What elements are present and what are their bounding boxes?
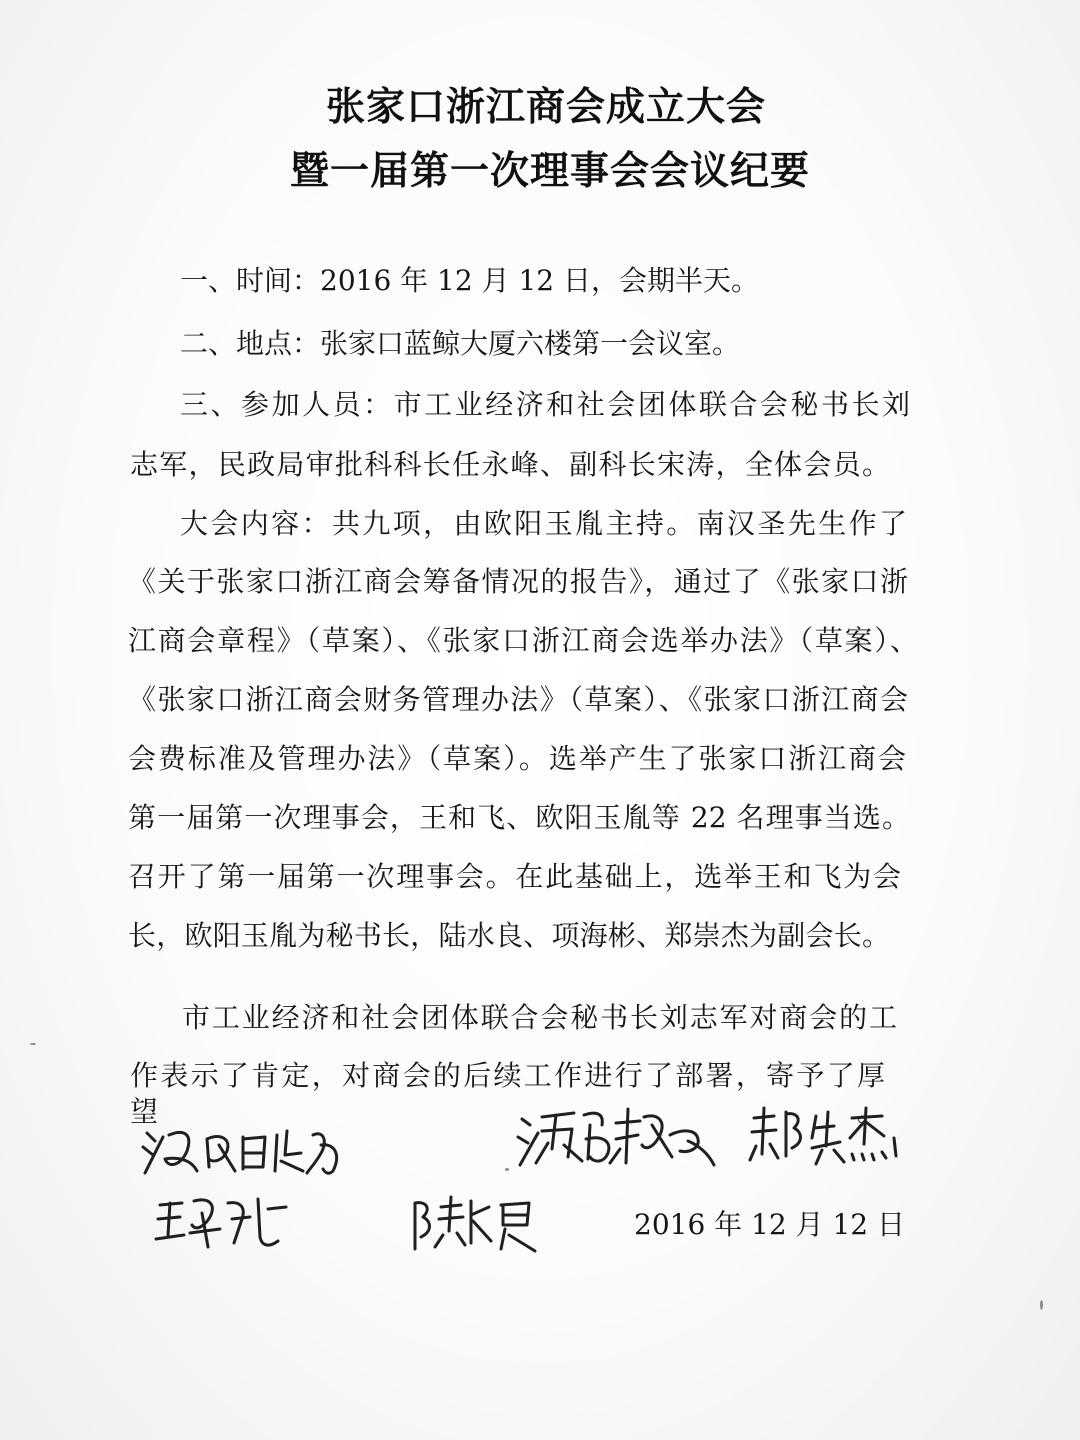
signing-date: 2016 年 12 月 12 日 <box>634 1208 906 1241</box>
line-content-7: 召开了第一届第一次理事会。在此基础上，选举王和飞为会 <box>128 860 901 893</box>
line-time: 一、时间：2016 年 12 月 12 日，会期半天。 <box>180 264 760 297</box>
line-content-4: 《张家口浙江商会财务管理办法》（草案）、《张家口浙江商会 <box>128 683 908 716</box>
line-remarks-1: 市工业经济和社会团体联合会秘书长刘志军对商会的工 <box>182 1001 897 1034</box>
line-content-2: 《关于张家口浙江商会筹备情况的报告》，通过了《张家口浙 <box>128 565 908 598</box>
line-content-3: 江商会章程》（草案）、《张家口浙江商会选举办法》（草案）、 <box>128 624 918 657</box>
paper-mark <box>505 1168 509 1171</box>
signature-wang-hefei <box>150 1185 300 1260</box>
signature-zheng-chongjie <box>744 1098 904 1170</box>
title-line-1: 张家口浙江商会成立大会 <box>325 85 766 130</box>
line-remarks-2: 作表示了肯定，对商会的后续工作进行了部署，寄予了厚望。 <box>130 1059 885 1128</box>
signature-xiang-haibin <box>512 1095 727 1175</box>
line-content-5: 会费标准及管理办法》（草案）。选举产生了张家口浙江商会 <box>128 742 906 775</box>
signature-ouyang-yuyin <box>135 1115 350 1185</box>
line-attendees-2: 志军，民政局审批科科长任永峰、副科长宋涛，全体会员。 <box>130 448 890 481</box>
line-content-1: 大会内容：共九项，由欧阳玉胤主持。南汉圣先生作了 <box>180 507 907 540</box>
paper-mark <box>1040 1300 1043 1310</box>
line-content-8: 长，欧阳玉胤为秘书长，陆水良、项海彬、郑崇杰为副会长。 <box>128 919 890 952</box>
line-attendees-1: 三、参加人员：市工业经济和社会团体联合会秘书长刘 <box>180 388 910 421</box>
title-line-2: 暨一届第一次理事会会议纪要 <box>289 149 810 194</box>
signature-lu-shuiliang <box>405 1185 545 1260</box>
line-content-6: 第一届第一次理事会，王和飞、欧阳玉胤等 22 名理事当选。 <box>128 801 910 834</box>
line-location: 二、地点：张家口蓝鲸大厦六楼第一会议室。 <box>180 327 741 360</box>
paper-mark <box>30 1043 36 1045</box>
